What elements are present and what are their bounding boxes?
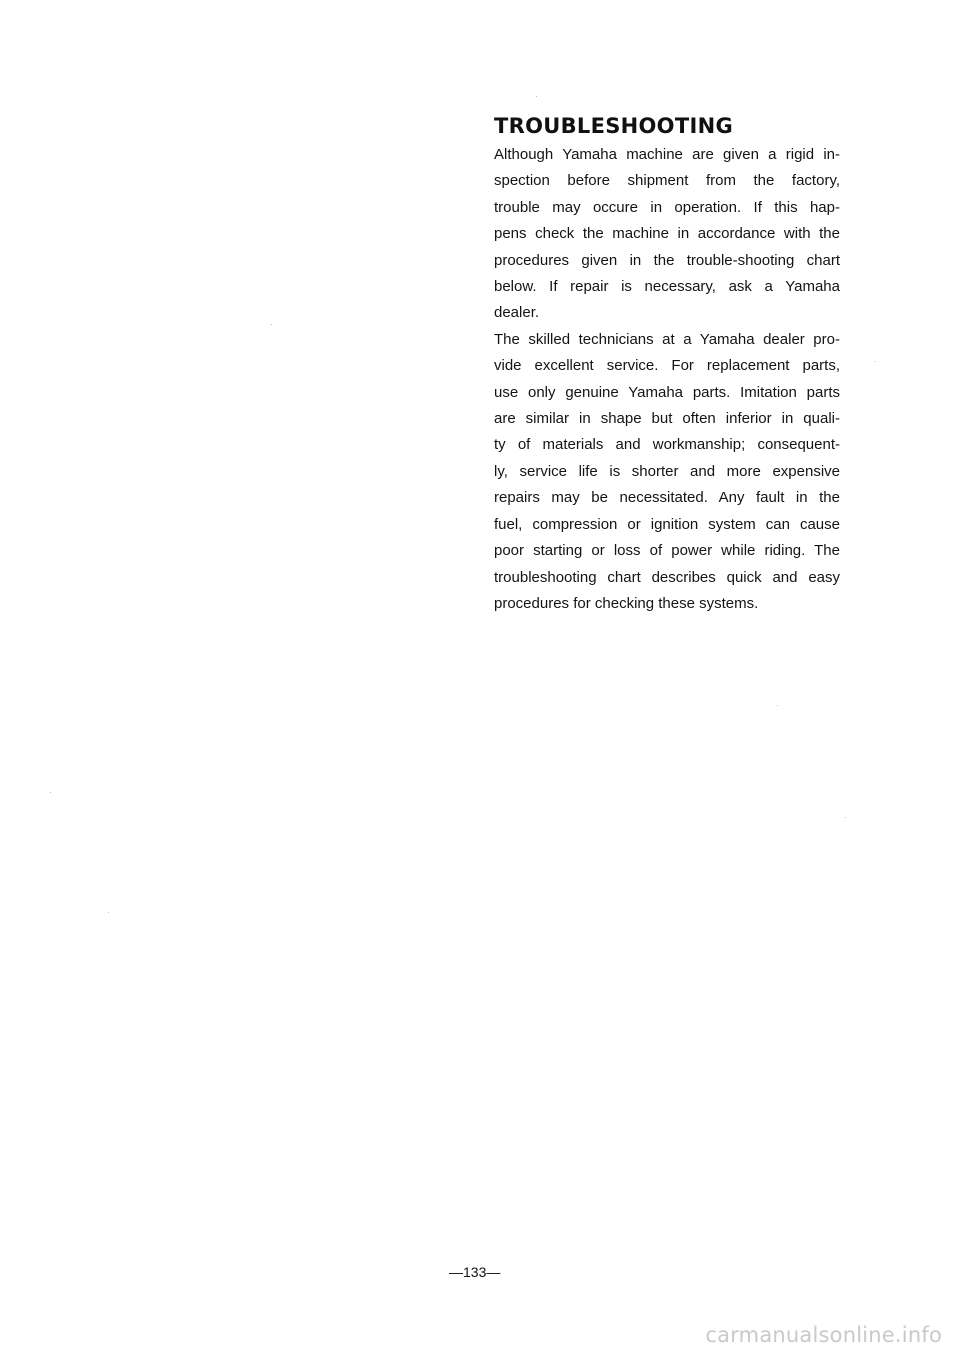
text-line: procedures given in the trouble-shooting chart	[494, 251, 840, 269]
text-line: The skilled technicians at a Yamaha dealer pro-	[494, 330, 840, 348]
troubleshooting-section	[494, 112, 840, 617]
text-line: troubleshooting chart describes quick and easy	[494, 568, 840, 586]
text-line: spection before shipment from the factory,	[494, 172, 840, 190]
text-line: fuel, compression or ignition system can cause	[494, 515, 840, 533]
scan-speck	[108, 912, 109, 913]
text-line: ty of materials and workmanship; consequent-	[494, 436, 840, 454]
paragraph-intro	[494, 142, 840, 327]
scan-speck	[875, 361, 876, 362]
text-line: Although Yamaha machine are given a rigid in-	[494, 146, 840, 163]
text-line: repairs may be necessitated. Any fault in the	[494, 489, 840, 507]
paragraph-service	[494, 327, 840, 617]
scan-speck	[536, 96, 537, 97]
scan-speck	[50, 792, 51, 793]
text-line: pens check the machine in accordance with the	[494, 225, 840, 243]
text-line: vide excellent service. For replacement parts,	[494, 357, 840, 375]
scan-speck	[777, 705, 778, 706]
text-line: ly, service life is shorter and more expensive	[494, 462, 840, 480]
text-line: dealer.	[494, 304, 540, 322]
text-line: below. If repair is necessary, ask a Yamaha	[494, 278, 840, 296]
scan-speck	[271, 324, 272, 325]
text-line: procedures for checking these systems.	[494, 594, 759, 612]
text-line: trouble may occure in operation. If this hap-	[494, 198, 840, 216]
watermark-text: carmanualsonline.info	[705, 1323, 942, 1347]
section-title: TROUBLESHOOTING	[494, 114, 733, 138]
text-line: are similar in shape but often inferior in quali-	[494, 410, 840, 428]
page-number: —133—	[449, 1264, 501, 1280]
text-line: poor starting or loss of power while riding. The	[494, 542, 840, 560]
text-line: use only genuine Yamaha parts. Imitation parts	[494, 383, 840, 401]
scan-speck	[845, 817, 846, 818]
